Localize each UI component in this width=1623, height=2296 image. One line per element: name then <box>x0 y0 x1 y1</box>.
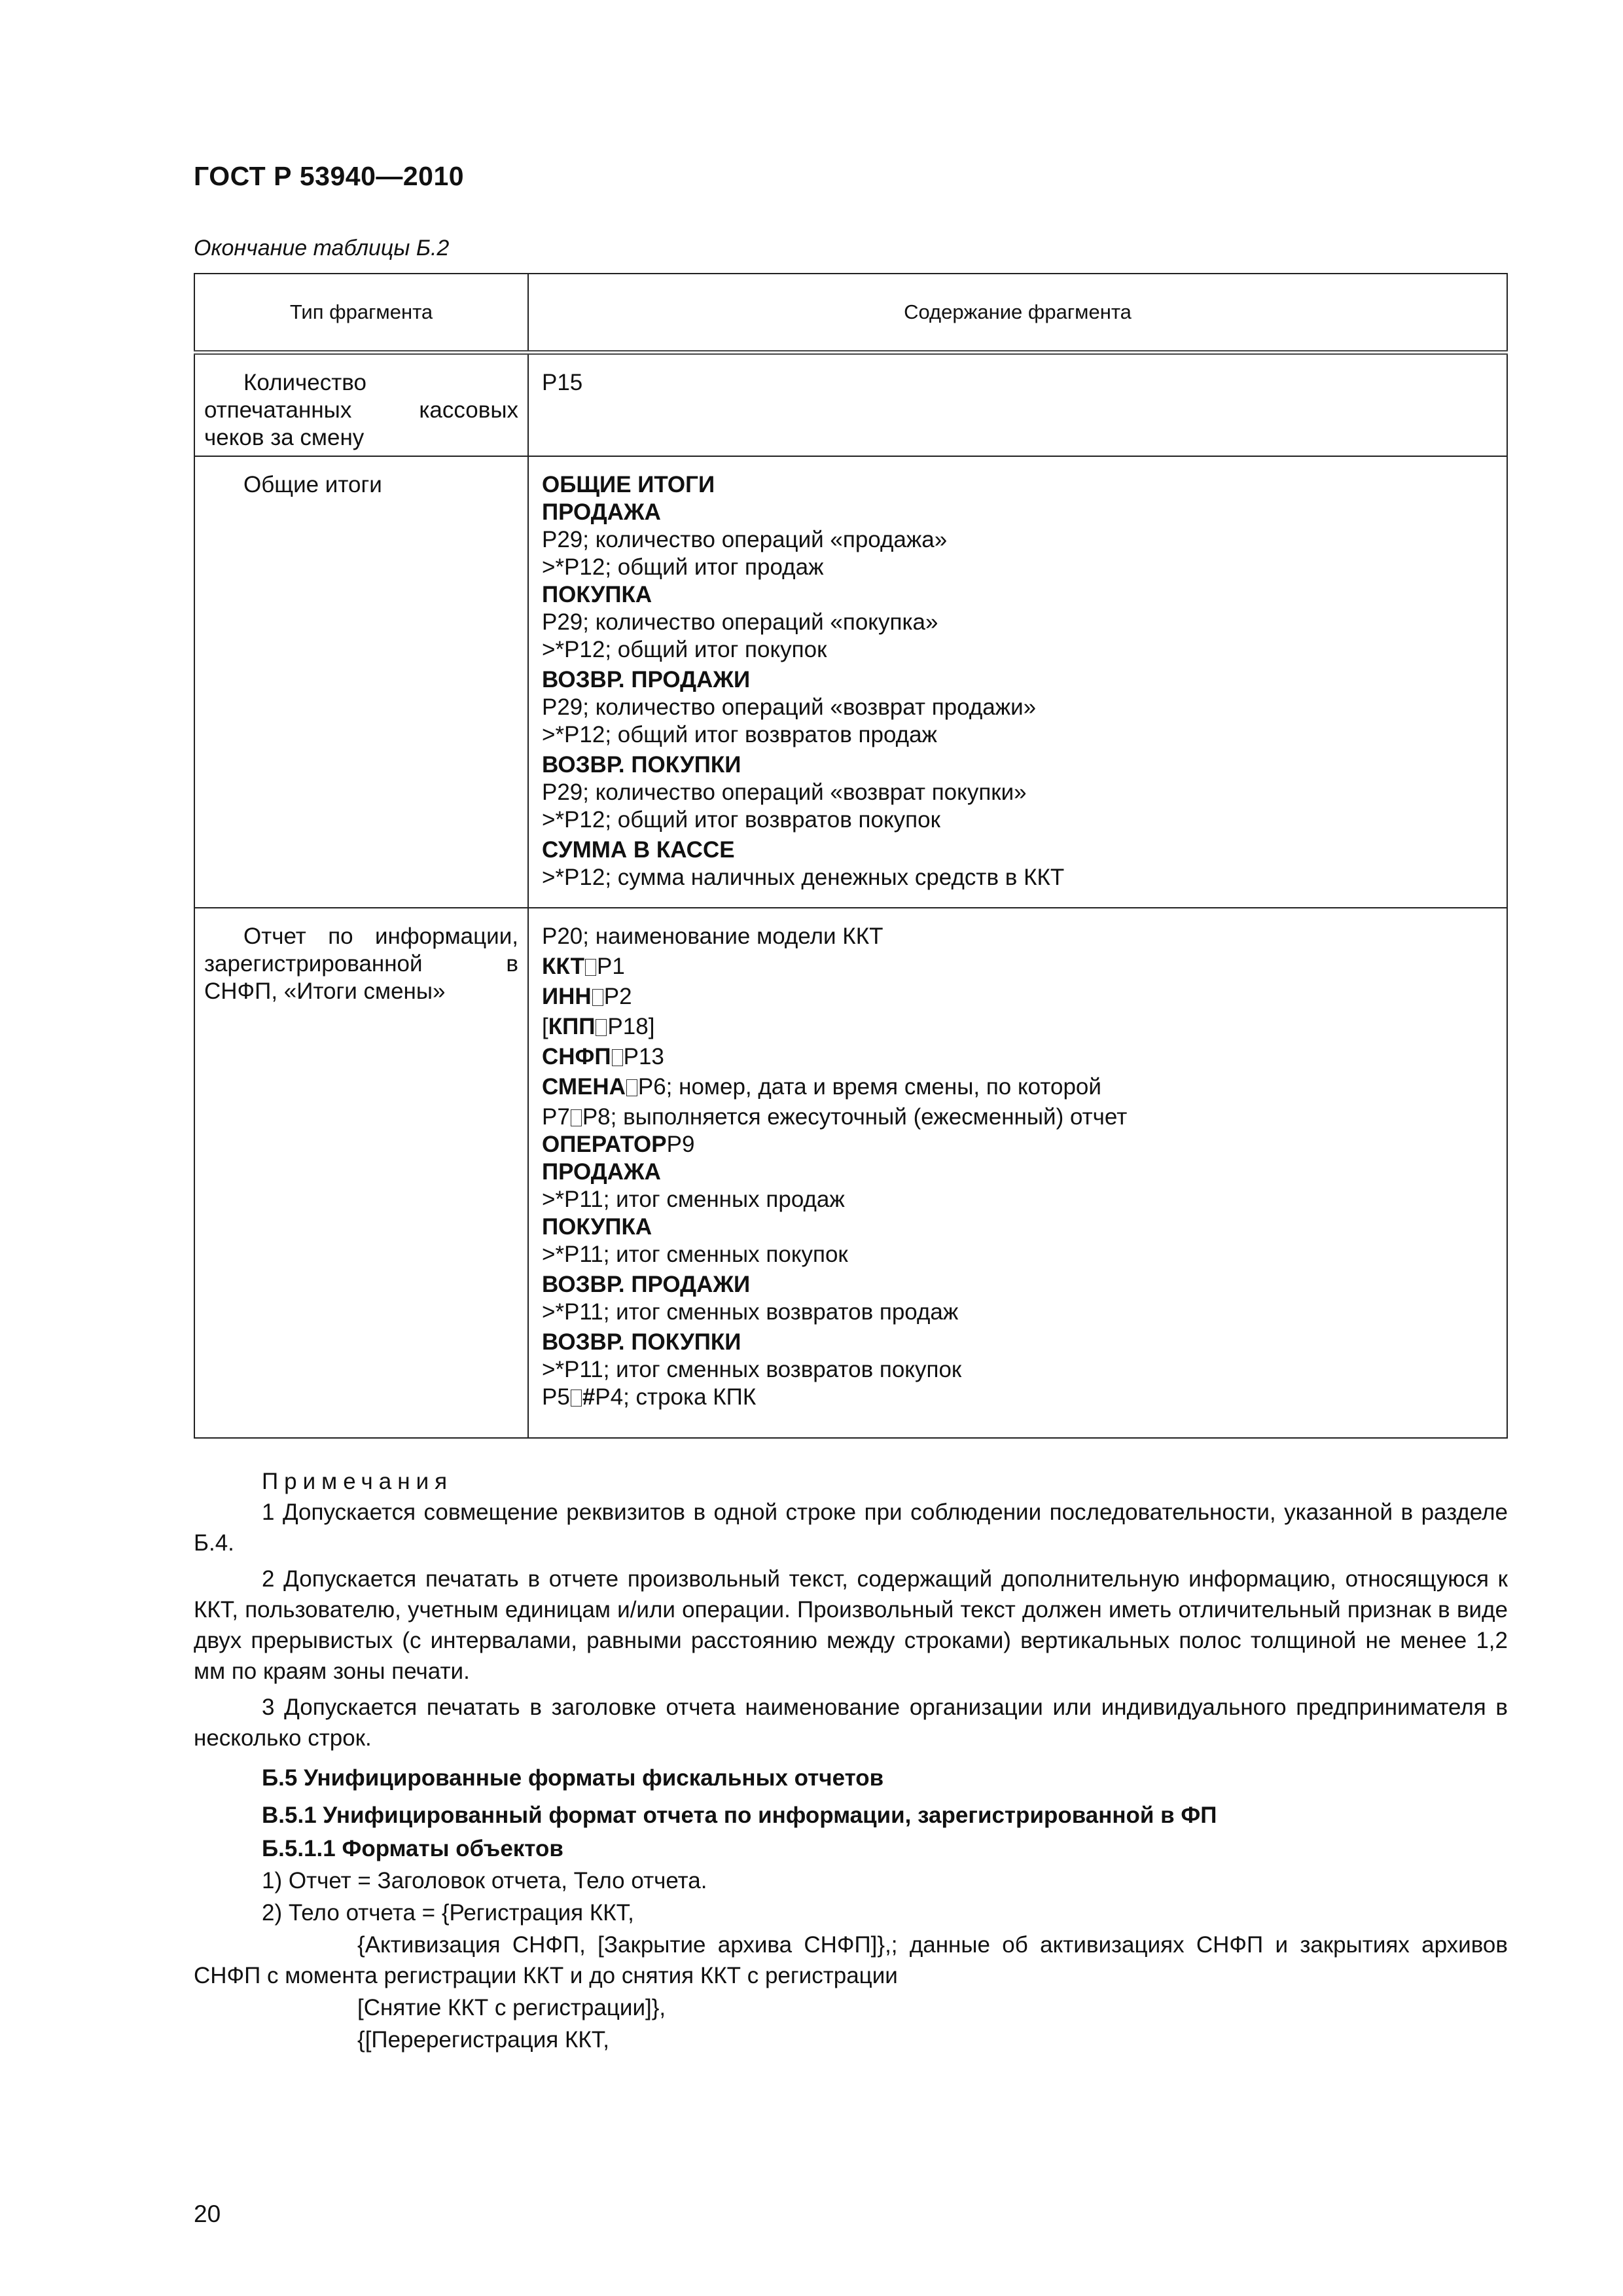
content-line: ВОЗВР. ПОКУПКИ <box>542 752 741 778</box>
content-line: ВОЗВР. ПОКУПКИ <box>542 1329 741 1355</box>
content-value: Р18] <box>607 1014 655 1039</box>
section-heading: В.5.1 Унифицированный формат отчета по информации, зарегистрированной в ФП <box>262 1803 1217 1828</box>
content-line <box>542 1013 1493 1041</box>
content-line: Р29; количество операций «покупка» <box>542 609 938 635</box>
table-row <box>194 456 1507 908</box>
section-heading: Б.5.1.1 Форматы объектов <box>262 1836 563 1861</box>
column-header-type: Тип фрагмента <box>194 274 528 353</box>
content-line: Р29; количество операций «возврат покупки» <box>542 780 1027 805</box>
content-line: ПОКУПКА <box>542 1214 652 1240</box>
notes-and-sections <box>194 1466 1508 2055</box>
content-line: >*Р11; итог сменных возвратов продаж <box>542 1299 959 1325</box>
content-label: СНФП <box>542 1044 611 1069</box>
body-line: {[Перерегистрация ККТ, <box>357 2027 609 2053</box>
content-value: Р6; номер, дата и время смены, по которой <box>637 1074 1101 1100</box>
fragment-type-cell <box>194 353 528 457</box>
content-line: >*Р11; итог сменных продаж <box>542 1187 845 1212</box>
content-line: >*Р12; общий итог возвратов продаж <box>542 722 937 747</box>
content-line: Р15 <box>542 370 583 395</box>
fragment-type-cell <box>194 908 528 1438</box>
content-line: ВОЗВР. ПРОДАЖИ <box>542 667 751 692</box>
content-value: Р13 <box>623 1044 664 1069</box>
content-line: >*Р12; общий итог продаж <box>542 554 824 580</box>
document-header: ГОСТ Р 53940—2010 <box>194 161 465 191</box>
content-line <box>542 471 1493 499</box>
content-value: Р1 <box>596 954 625 979</box>
content-line: Р29; количество операций «продажа» <box>542 527 948 552</box>
content-line <box>542 1131 1493 1158</box>
content-line: Р20; наименование модели ККТ <box>542 924 883 949</box>
content-line <box>542 953 1493 980</box>
note-item: 3 Допускается печатать в заголовке отчета наименование организации или индивидуального предпринимателя в несколько строк. <box>194 1695 1508 1751</box>
content-value: Р8; выполняется ежесуточный (ежесменный) отчет <box>582 1104 1128 1130</box>
column-header-content: Содержание фрагмента <box>528 274 1507 353</box>
content-text: ОБЩИЕ ИТОГИ <box>542 472 715 497</box>
content-line: >*Р11; итог сменных покупок <box>542 1242 848 1267</box>
body-line: 1) Отчет = Заголовок отчета, Тело отчета. <box>262 1868 707 1893</box>
table-row <box>194 908 1507 1438</box>
notes-heading: Примечания <box>262 1469 454 1494</box>
content-line: >*Р12; общий итог возвратов покупок <box>542 807 940 833</box>
report-fragments-table <box>194 273 1508 1439</box>
note-item: 1 Допускается совмещение реквизитов в одной строке при соблюдении последовательности, указанной в разделе Б.4. <box>194 1499 1508 1556</box>
fragment-type-cell <box>194 456 528 908</box>
placeholder-box-icon <box>596 1019 607 1036</box>
content-value: Р2 <box>603 984 632 1009</box>
body-line: {Активизация СНФП, [Закрытие архива СНФП]},; данные об активизациях СНФП и закрытиях архивов СНФП с момента регистрации ККТ и до снятия ККТ с регистрации <box>194 1932 1508 1988</box>
content-line <box>542 1043 1493 1071</box>
content-line <box>542 983 1493 1011</box>
fragment-type-text: Количество отпечатанных кассовых чеков за смену <box>204 370 518 450</box>
table-caption: Окончание таблицы Б.2 <box>194 236 450 260</box>
content-value: Р5 <box>542 1384 570 1410</box>
placeholder-box-icon <box>571 1390 582 1407</box>
content-line: Р29; количество операций «возврат продажи» <box>542 694 1037 720</box>
content-label: ОПЕРАТОР <box>542 1132 667 1157</box>
section-heading: Б.5 Унифицированные форматы фискальных отчетов <box>262 1765 884 1791</box>
fragment-type-text: Отчет по информации, зарегистрированной в СНФП, «Итоги смены» <box>204 924 518 1004</box>
content-line <box>542 1103 1493 1131</box>
fragment-type-text: Общие итоги <box>243 472 382 497</box>
content-line: >*Р12; сумма наличных денежных средств в ККТ <box>542 865 1065 890</box>
fragment-content-cell <box>528 353 1507 457</box>
note-item: 2 Допускается печатать в отчете произвольный текст, содержащий дополнительную информацию, относящуюся к ККТ, пользователю, учетным единицам и/или операции. Произвольный текст должен иметь отличительный признак в виде двух прерывистых (с интервалами, равными расстоянию между строками) вертикальных полос толщиной не менее 1,2 мм по краям зоны печати. <box>194 1566 1508 1684</box>
content-line: ВОЗВР. ПРОДАЖИ <box>542 1272 751 1297</box>
page-number: 20 <box>194 2200 221 2227</box>
fragment-content-cell <box>528 456 1507 908</box>
content-line: СУММА В КАССЕ <box>542 837 735 863</box>
content-line: ПРОДАЖА <box>542 499 661 525</box>
placeholder-box-icon <box>626 1079 637 1096</box>
content-label: # <box>582 1384 596 1410</box>
placeholder-box-icon <box>571 1109 582 1126</box>
content-line: ПРОДАЖА <box>542 1159 661 1185</box>
content-label: СМЕНА <box>542 1074 626 1100</box>
content-label: ИНН <box>542 984 592 1009</box>
content-line: >*Р12; общий итог покупок <box>542 637 827 662</box>
table-header-row <box>194 274 1507 353</box>
body-line: [Снятие ККТ с регистрации]}, <box>357 1995 666 2020</box>
content-line <box>542 1384 1493 1411</box>
content-label: КПП <box>548 1014 596 1039</box>
content-line: >*Р11; итог сменных возвратов покупок <box>542 1357 962 1382</box>
content-value: Р9 <box>666 1132 695 1157</box>
fragment-content-cell <box>528 908 1507 1438</box>
placeholder-box-icon <box>612 1049 623 1066</box>
content-bracket: [ <box>542 1014 548 1039</box>
content-label: ККТ <box>542 954 584 979</box>
content-value: Р4; строка КПК <box>595 1384 757 1410</box>
placeholder-box-icon <box>592 989 603 1006</box>
content-value: Р7 <box>542 1104 570 1130</box>
content-line: ПОКУПКА <box>542 582 652 607</box>
placeholder-box-icon <box>585 959 596 976</box>
table-row <box>194 353 1507 457</box>
body-line: 2) Тело отчета = {Регистрация ККТ, <box>262 1900 634 1926</box>
content-line <box>542 1073 1493 1101</box>
